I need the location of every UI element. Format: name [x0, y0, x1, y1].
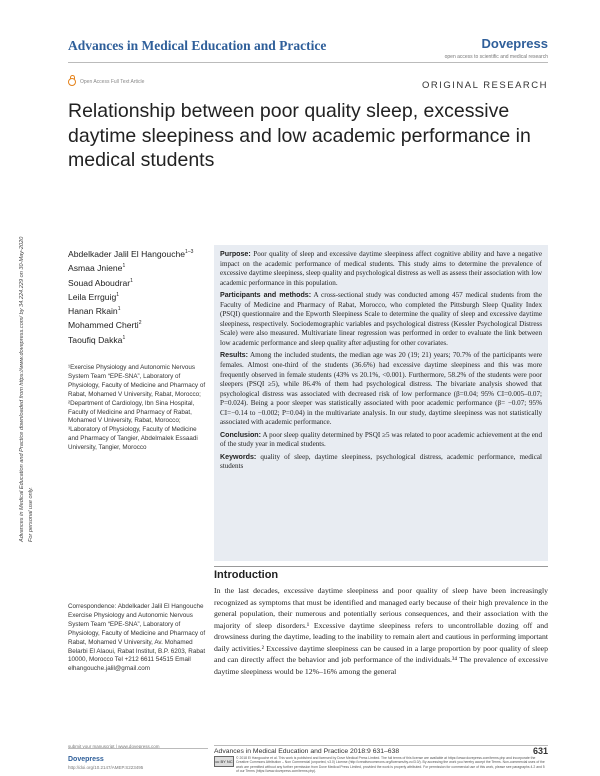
author-6: Mohammed Cherti$^2$ [68, 320, 142, 331]
open-access-label [68, 78, 144, 86]
author-1: Abdelkader Jalil El Hangouche$^{1-3}$ [68, 248, 194, 259]
footer-citation: Advances in Medical Education and Practice 2018:9 631–638 [214, 748, 400, 755]
author-5: Hanan Rkain$^1$ [68, 305, 121, 316]
download-side-note [18, 112, 50, 542]
submit-manuscript-link[interactable]: submit your manuscript | www.dovepress.com [68, 744, 160, 749]
abstract-purpose: Purpose: Poor quality of sleep and excessive daytime sleepiness affect cognitive ability and have a negative impact on the academic performance of medical students. This study aims to determine the prevalence of excessive daytime sleepiness, sleep quality and psychological distress as well as assess their association with low academic performance in this population. [220, 250, 543, 287]
article-title: Relationship between poor quality sleep, excessive daytime sleepiness and low academic performance in medical students [68, 100, 531, 171]
abstract-keywords: Keywords: quality of sleep, daytime sleepiness, psychological distress, academic performance, medical students [220, 452, 542, 471]
footer-left-rule [68, 748, 208, 749]
affiliations: ¹Exercise Physiology and Autonomic Nervous System Team “EPE-SNA”, Laboratory of Physiology, Faculty of Medicine and Pharmacy of Rabat, Mohamed V University, Rabat, Morocco; ²Department of Cardiology, Ibn Sina Hospital, Faculty of Medicine and Pharmacy of Rabat, Mohamed V University, Rabat, Morocco; ³Laboratory of Physiology, Faculty of Medicine and Pharmacy of Tangier, Abdelmalek Essaadi University, Tangier, Morocco [68, 364, 206, 452]
introduction-text: In the last decades, excessive daytime sleepiness and poor quality of sleep have been increasingly recognized as symptoms that must be identified and managed early because of their high prevalence in the general population, their numerous and potentially serious consequences, and their association with the majority of sleep disorders.¹ Excessive daytime sleepiness refers to uncontrollable dozing off and drowsiness during the daytime, leading to the inability to remain alert and cautious in performing important daily activities.² Excessive daytime sleepiness can be caused in a large proportion by poor quality of sleep and can directly affect the behavior and job performance of the individuals.³⁴ The prevalence of excessive daytime sleepiness would be 12%–16% among the general [214, 586, 548, 676]
intro-rule [214, 566, 548, 567]
footer-dovepress-logo: Dovepress http://doi.org/10.2147/AMEP.S223495 [68, 756, 144, 770]
footer-doi[interactable]: http://doi.org/10.2147/AMEP.S223495 [68, 765, 144, 770]
open-access-text: Open Access Full Text Article [80, 79, 145, 85]
section-label: ORIGINAL RESEARCH [422, 80, 548, 91]
brand-name: Dovepress [481, 36, 548, 51]
author-7: Taoufiq Dakka$^1$ [68, 334, 126, 345]
abstract-conclusion: Conclusion: A poor sleep quality determined by PSQI ≥5 was related to poor academic achievement at the end of the study year in medical students. [220, 430, 542, 449]
footer-right-rule [214, 745, 548, 746]
header-rule [68, 62, 548, 63]
abstract-box [214, 245, 548, 561]
side-note-line1: Advances in Medical Education and Practice downloaded from https://www.dovepress.com/ by 34.224.229 on 30-May-2020 [19, 236, 25, 542]
author-4: Leila Errguig$^1$ [68, 291, 120, 302]
author-2: Asmaa Jniene$^1$ [68, 263, 126, 274]
license-text: © 2018 El Hangouche et al. This work is published and licensed by Dove Medical Press Limited. The full terms of this license are available at https://www.dovepress.com/terms.php and incorporate the Creative Commons Attribution – Non Commercial (unported, v3.0) License (http://creativecommons.org/licenses/by-nc/3.0/). By accessing the work you hereby accept the Terms. Non-commercial uses of the work are permitted without any further permission from Dove Medical Press Limited, provided the work is properly attributed. For permission for commercial use of this work, please see paragraphs 4.2 and 5 of our Terms (https://www.dovepress.com/terms.php). [236, 756, 545, 773]
journal-title: Advances in Medical Education and Practice [68, 38, 327, 53]
author-3: Souad Aboudrar$^1$ [68, 277, 133, 288]
correspondence: Correspondence: Abdelkader Jalil El Hangouche Exercise Physiology and Autonomic Nervous System Team “EPE-SNA”, Laboratory of Physiology, Faculty of Medicine and Pharmacy of Rabat, Mohamed V University, Av. Mohamed Belarbi El Alaoui, Rabat Institut, B.P. 6203, Rabat 10000, Morocco Tel +212 6611 54515 Email elhangouche.jalil@gmail.com [68, 603, 206, 673]
author-list [68, 246, 193, 346]
cc-license-icon: cc BY NC [214, 756, 234, 767]
brand-tagline: open access to scientific and medical research [444, 54, 548, 60]
page-number: 631 [532, 746, 548, 756]
abstract-results: Results: Among the included students, the median age was 20 (19; 21) years; 70.7% of the participants were females. Almost one-third of the students (36.6%) had excessive daytime sleepiness and this was more frequently observed in female students (43% vs 20.1%, <0.001). Furthermore, 58.2% of the students were poor sleepers (PSQI ≥5), while 86.4% of them had psychological distress. The bivariate analysis showed that psychological distress was associated with decreased risk of low performance (β=0.04; 95% CI=0.005–0.07; P=0.024). Being a poor sleeper was statistically associated with poor academic performance (β= −0.07; 95% CI=−0.14 to −0.002; P=0.04) in the multivariate analysis. In our study, daytime sleepiness was not statistically associated with academic performance. [220, 351, 542, 427]
open-lock-icon [68, 78, 76, 86]
side-note-line2: For personal use only. [28, 487, 34, 542]
introduction-heading: Introduction [214, 569, 279, 581]
abstract-methods: Participants and methods: A cross-sectional study was conducted among 457 medical students from the Faculty of Medicine and Pharmacy of Rabat, Morocco, who completed the Pittsburgh Sleep Quality Index (PSQI) questionnaire and the Epworth Sleepiness Scale to determine the quality of sleep and excessive daytime sleepiness, respectively. Sociodemographic variables and psychological distress (Kessler Psychological Distress Scale) were also measured. Multivariate linear regression was performed in order to evaluate the link between low academic performance and sleep quality after adjusting for other covariates. [220, 291, 542, 347]
publisher-brand [445, 36, 548, 60]
